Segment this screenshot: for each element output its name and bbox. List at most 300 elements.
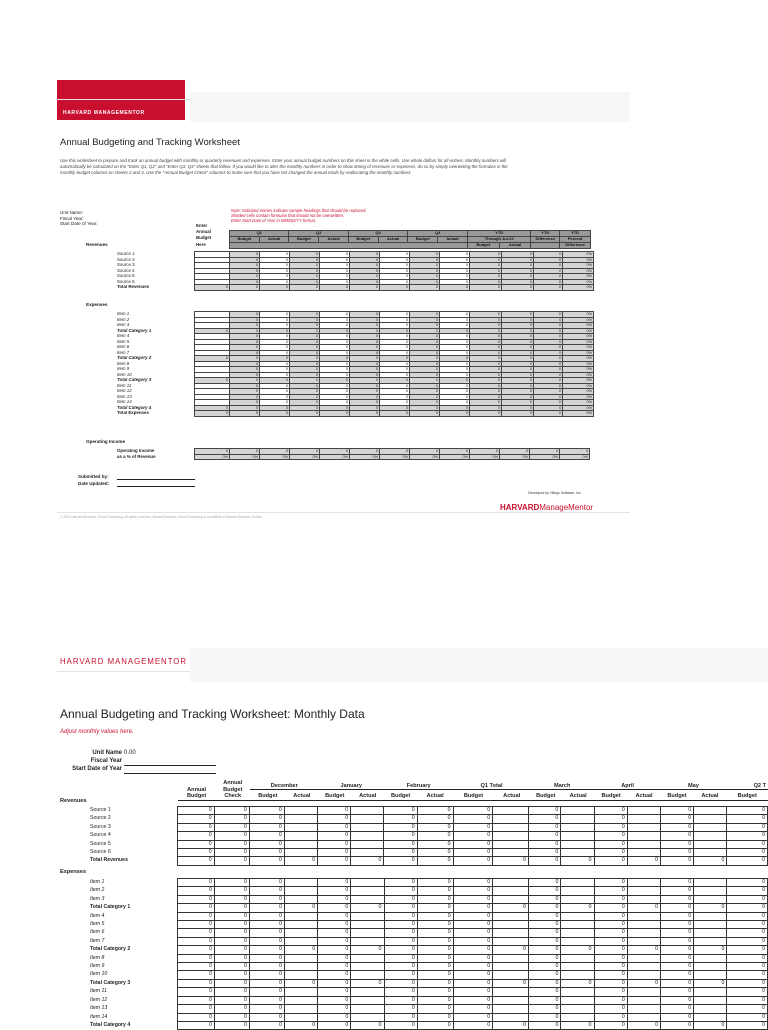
value-cell[interactable]: 0 <box>380 350 410 356</box>
value-cell[interactable] <box>694 815 727 823</box>
value-cell[interactable] <box>627 963 660 971</box>
value-cell[interactable]: 0 <box>260 274 290 280</box>
value-cell[interactable] <box>284 815 317 823</box>
value-cell[interactable]: 0 <box>440 394 470 400</box>
value-cell[interactable]: 0 <box>440 317 470 323</box>
value-cell[interactable] <box>351 937 384 945</box>
value-cell[interactable] <box>694 832 727 840</box>
value-cell[interactable] <box>493 832 529 840</box>
value-cell[interactable] <box>694 971 727 979</box>
value-cell[interactable]: 0 <box>320 257 350 263</box>
value-cell[interactable] <box>627 840 660 848</box>
value-cell[interactable]: 0 <box>380 389 410 395</box>
value-cell[interactable] <box>694 912 727 920</box>
value-cell[interactable]: 0 <box>440 372 470 378</box>
value-cell[interactable] <box>351 879 384 887</box>
value-cell: 0 <box>660 857 693 865</box>
value-cell[interactable]: 0 <box>380 367 410 373</box>
value-cell[interactable]: 0 <box>260 372 290 378</box>
value-cell: 0 <box>470 367 502 373</box>
value-cell: 0 <box>417 996 453 1004</box>
value-cell[interactable]: 0 <box>380 383 410 389</box>
value-cell: 0 <box>502 274 534 280</box>
value-cell[interactable] <box>627 996 660 1004</box>
value-cell[interactable]: 0 <box>380 268 410 274</box>
difference-header: Difference <box>531 237 560 243</box>
value-cell: 0 <box>660 996 693 1004</box>
value-cell[interactable] <box>694 929 727 937</box>
value-cell: 0 <box>177 807 214 815</box>
value-cell: 0 <box>260 285 290 291</box>
value-cell: 0 <box>384 988 417 996</box>
value-cell[interactable] <box>627 849 660 857</box>
value-cell[interactable]: 0 <box>260 317 290 323</box>
sheet2-expenses-label: Expenses <box>60 869 87 875</box>
value-cell[interactable] <box>284 937 317 945</box>
value-cell[interactable] <box>351 963 384 971</box>
value-cell[interactable] <box>561 996 594 1004</box>
value-cell[interactable] <box>351 1005 384 1013</box>
value-cell[interactable] <box>694 1005 727 1013</box>
value-cell[interactable]: 0 <box>380 394 410 400</box>
value-cell[interactable] <box>694 895 727 903</box>
value-cell[interactable] <box>694 954 727 962</box>
value-cell[interactable] <box>284 1005 317 1013</box>
value-cell: 0 <box>230 449 260 455</box>
value-cell: 0 <box>529 832 561 840</box>
row-label: Total Category 1 <box>90 904 131 911</box>
value-cell: 0 <box>453 849 493 857</box>
value-cell: 0 <box>529 887 561 895</box>
value-cell[interactable]: 0 <box>320 400 350 406</box>
value-cell[interactable]: 0 <box>380 257 410 263</box>
value-cell: 0 <box>214 963 249 971</box>
value-cell[interactable]: 0 <box>320 389 350 395</box>
value-cell[interactable]: 0 <box>380 361 410 367</box>
value-cell: 0 <box>230 274 260 280</box>
start-date-field[interactable] <box>124 773 216 774</box>
value-cell[interactable]: 0 <box>320 361 350 367</box>
value-cell[interactable] <box>493 963 529 971</box>
value-cell[interactable] <box>284 921 317 929</box>
fiscal-year-label: Fiscal Year: <box>60 215 84 221</box>
value-cell[interactable] <box>561 840 594 848</box>
row-label: Item 3 <box>90 895 105 902</box>
value-cell[interactable] <box>493 1013 529 1021</box>
value-cell: 0 <box>529 904 561 912</box>
value-cell: 0 <box>214 1021 249 1029</box>
value-cell[interactable] <box>627 887 660 895</box>
value-cell[interactable] <box>561 988 594 996</box>
value-cell[interactable]: 0 <box>320 394 350 400</box>
value-cell: 0 <box>627 857 660 865</box>
value-cell: 0 <box>502 252 534 258</box>
value-cell: 0 <box>534 367 563 373</box>
value-cell: 0 <box>230 285 260 291</box>
value-cell[interactable] <box>627 807 660 815</box>
budget-header: Budget <box>453 790 493 800</box>
value-cell[interactable] <box>694 823 727 831</box>
value-cell[interactable]: 0 <box>320 367 350 373</box>
value-cell[interactable]: 0 <box>440 389 470 395</box>
unit-name-value[interactable]: 0.00 <box>124 750 136 756</box>
value-cell[interactable] <box>627 832 660 840</box>
value-cell: 0 <box>529 996 561 1004</box>
value-cell[interactable] <box>627 921 660 929</box>
header-watermark-band <box>190 92 630 122</box>
value-cell[interactable]: 0 <box>260 312 290 318</box>
value-cell[interactable]: 0 <box>320 334 350 340</box>
value-cell[interactable] <box>627 929 660 937</box>
value-cell[interactable]: 0 <box>380 334 410 340</box>
value-cell[interactable]: 0 <box>440 350 470 356</box>
value-cell[interactable]: 0 <box>260 394 290 400</box>
value-cell[interactable]: 0 <box>260 339 290 345</box>
value-cell[interactable] <box>284 988 317 996</box>
value-cell: 0 <box>470 317 502 323</box>
value-cell: 0 <box>470 274 502 280</box>
value-cell[interactable]: 0 <box>380 317 410 323</box>
value-cell[interactable] <box>627 895 660 903</box>
value-cell[interactable] <box>493 895 529 903</box>
value-cell[interactable] <box>627 879 660 887</box>
value-cell[interactable]: 0 <box>440 274 470 280</box>
value-cell: 0 <box>502 356 534 362</box>
value-cell[interactable] <box>351 912 384 920</box>
value-cell[interactable] <box>493 815 529 823</box>
value-cell[interactable] <box>561 823 594 831</box>
table-row <box>88 807 768 815</box>
value-cell[interactable]: 0 <box>440 383 470 389</box>
value-cell[interactable] <box>561 887 594 895</box>
value-cell[interactable]: 0 <box>440 268 470 274</box>
value-cell: 0 <box>417 849 453 857</box>
value-cell: 0% <box>563 372 594 378</box>
value-cell[interactable]: 0 <box>320 317 350 323</box>
value-cell[interactable]: 0 <box>320 268 350 274</box>
value-cell[interactable]: 0 <box>380 400 410 406</box>
value-cell[interactable]: 0 <box>440 312 470 318</box>
value-cell[interactable] <box>284 887 317 895</box>
value-cell[interactable]: 0 <box>380 252 410 258</box>
value-cell[interactable] <box>694 849 727 857</box>
value-cell[interactable] <box>284 895 317 903</box>
value-cell: 0 <box>230 405 260 411</box>
value-cell: 0 <box>660 929 693 937</box>
value-cell[interactable] <box>694 921 727 929</box>
value-cell[interactable]: 0 <box>440 334 470 340</box>
value-cell[interactable] <box>694 887 727 895</box>
value-cell[interactable]: 0 <box>320 323 350 329</box>
value-cell[interactable]: 0 <box>260 257 290 263</box>
value-cell[interactable]: 0 <box>380 339 410 345</box>
row-label: Source 4 <box>90 832 111 839</box>
value-cell[interactable] <box>694 988 727 996</box>
value-cell[interactable] <box>561 937 594 945</box>
value-cell: 0 <box>594 954 627 962</box>
value-cell[interactable] <box>284 807 317 815</box>
value-cell[interactable]: 0 <box>320 339 350 345</box>
value-cell: 0 <box>694 1021 727 1029</box>
value-cell: 0 <box>290 383 320 389</box>
row-label: Item 7 <box>117 350 130 355</box>
table-row <box>88 996 768 1004</box>
value-cell: 0 <box>453 815 493 823</box>
value-cell[interactable] <box>284 1013 317 1021</box>
value-cell[interactable] <box>493 921 529 929</box>
value-cell: 0 <box>350 285 380 291</box>
value-cell: 0 <box>417 988 453 996</box>
value-cell[interactable]: 0 <box>260 350 290 356</box>
value-cell[interactable]: 0 <box>320 372 350 378</box>
value-cell: 0 <box>214 1005 249 1013</box>
value-cell[interactable] <box>351 832 384 840</box>
value-cell: 0 <box>350 389 380 395</box>
value-cell[interactable]: 0 <box>260 334 290 340</box>
value-cell[interactable] <box>493 849 529 857</box>
value-cell[interactable] <box>561 912 594 920</box>
value-cell: 0 <box>727 912 768 920</box>
value-cell[interactable]: 0 <box>440 257 470 263</box>
adjust-note: Adjust monthly values here. <box>60 729 134 735</box>
value-cell[interactable] <box>284 971 317 979</box>
value-cell[interactable] <box>561 1013 594 1021</box>
value-cell[interactable]: 0 <box>320 350 350 356</box>
value-cell[interactable] <box>351 887 384 895</box>
value-cell[interactable]: 0 <box>260 361 290 367</box>
value-cell[interactable] <box>351 996 384 1004</box>
value-cell[interactable] <box>561 963 594 971</box>
value-cell[interactable]: 0 <box>320 252 350 258</box>
value-cell: 0 <box>727 996 768 1004</box>
value-cell[interactable] <box>627 937 660 945</box>
budget-header: Budget <box>726 790 768 800</box>
value-cell: 0 <box>320 285 350 291</box>
value-cell: 0 <box>470 449 500 455</box>
value-cell[interactable]: 0 <box>320 312 350 318</box>
value-cell[interactable] <box>627 1005 660 1013</box>
value-cell[interactable]: 0 <box>380 274 410 280</box>
value-cell[interactable] <box>284 954 317 962</box>
value-cell[interactable] <box>493 988 529 996</box>
value-cell[interactable]: 0 <box>260 252 290 258</box>
value-cell: 0 <box>660 840 693 848</box>
value-cell[interactable] <box>561 1005 594 1013</box>
value-cell[interactable]: 0 <box>260 263 290 269</box>
value-cell: 0 <box>249 1005 284 1013</box>
value-cell[interactable]: 0 <box>380 279 410 285</box>
value-cell[interactable] <box>493 840 529 848</box>
value-cell[interactable]: 0 <box>260 367 290 373</box>
value-cell: 0 <box>660 1005 693 1013</box>
value-cell[interactable] <box>493 1005 529 1013</box>
value-cell[interactable] <box>493 823 529 831</box>
value-cell[interactable]: 0 <box>260 383 290 389</box>
value-cell[interactable] <box>493 887 529 895</box>
value-cell[interactable] <box>351 823 384 831</box>
value-cell[interactable] <box>694 879 727 887</box>
value-cell: 0 <box>529 849 561 857</box>
value-cell[interactable]: 0 <box>320 274 350 280</box>
value-cell[interactable] <box>284 996 317 1004</box>
value-cell[interactable] <box>351 929 384 937</box>
value-cell[interactable]: 0 <box>440 361 470 367</box>
value-cell[interactable] <box>493 929 529 937</box>
value-cell[interactable] <box>694 1013 727 1021</box>
value-cell[interactable] <box>561 895 594 903</box>
value-cell[interactable] <box>561 929 594 937</box>
value-cell[interactable]: 0 <box>320 279 350 285</box>
value-cell: 0 <box>384 849 417 857</box>
value-cell[interactable] <box>351 971 384 979</box>
value-cell[interactable]: 0 <box>260 323 290 329</box>
value-cell[interactable] <box>351 954 384 962</box>
value-cell[interactable] <box>561 954 594 962</box>
value-cell[interactable]: 0 <box>440 400 470 406</box>
value-cell[interactable] <box>284 912 317 920</box>
value-cell[interactable] <box>561 971 594 979</box>
value-cell: 0 <box>230 345 260 351</box>
value-cell: 0 <box>410 334 440 340</box>
value-cell[interactable] <box>493 912 529 920</box>
value-cell[interactable] <box>627 815 660 823</box>
value-cell: 0 <box>249 979 284 987</box>
value-cell[interactable] <box>351 1013 384 1021</box>
submitted-by-field[interactable] <box>117 479 195 480</box>
value-cell[interactable] <box>627 988 660 996</box>
value-cell[interactable]: 0 <box>440 252 470 258</box>
value-cell[interactable]: 0 <box>260 345 290 351</box>
value-cell[interactable] <box>561 921 594 929</box>
value-cell[interactable] <box>627 954 660 962</box>
table-row <box>88 1021 768 1029</box>
value-cell: 0 <box>440 285 470 291</box>
value-cell[interactable] <box>351 840 384 848</box>
value-cell[interactable] <box>351 988 384 996</box>
value-cell: 0 <box>660 963 693 971</box>
value-cell[interactable] <box>561 879 594 887</box>
value-cell: 0 <box>230 389 260 395</box>
value-cell[interactable]: 0 <box>380 263 410 269</box>
value-cell[interactable]: 0 <box>320 263 350 269</box>
header-word: Annual <box>223 780 243 786</box>
value-cell[interactable]: 0 <box>380 345 410 351</box>
value-cell: 0 <box>384 904 417 912</box>
value-cell[interactable] <box>493 807 529 815</box>
value-cell[interactable] <box>284 849 317 857</box>
value-cell: 0 <box>350 323 380 329</box>
value-cell[interactable] <box>627 912 660 920</box>
value-cell[interactable] <box>694 937 727 945</box>
value-cell: 0 <box>440 405 470 411</box>
value-cell[interactable] <box>351 807 384 815</box>
value-cell[interactable]: 0 <box>260 268 290 274</box>
value-cell[interactable] <box>694 996 727 1004</box>
value-cell[interactable] <box>694 807 727 815</box>
value-cell[interactable] <box>694 963 727 971</box>
value-cell[interactable]: 0 <box>380 312 410 318</box>
value-cell: 0 <box>230 372 260 378</box>
value-cell: 0 <box>178 979 215 987</box>
value-cell[interactable] <box>561 849 594 857</box>
value-cell[interactable]: 0 <box>260 400 290 406</box>
value-cell[interactable] <box>627 1013 660 1021</box>
value-cell[interactable]: 0 <box>440 367 470 373</box>
value-cell[interactable] <box>351 815 384 823</box>
value-cell: 0 <box>290 268 320 274</box>
value-cell: 0 <box>453 912 493 920</box>
value-cell: 0 <box>380 285 410 291</box>
value-cell[interactable] <box>284 823 317 831</box>
value-cell: 0 <box>290 372 320 378</box>
actual-header: Actual <box>628 790 661 800</box>
value-cell[interactable] <box>493 879 529 887</box>
value-cell[interactable]: 0 <box>380 323 410 329</box>
value-cell[interactable] <box>284 832 317 840</box>
month-header-march: March <box>530 780 595 790</box>
value-cell[interactable] <box>694 840 727 848</box>
start-date-label: Start Date of Year: <box>60 221 98 227</box>
value-cell: 0 <box>660 815 693 823</box>
value-cell[interactable] <box>627 823 660 831</box>
value-cell: 0 <box>351 857 384 865</box>
value-cell[interactable] <box>493 971 529 979</box>
value-cell[interactable] <box>284 840 317 848</box>
value-cell[interactable]: 0 <box>320 383 350 389</box>
value-cell: 0 <box>284 1021 317 1029</box>
value-cell[interactable] <box>561 815 594 823</box>
value-cell: 0 <box>384 971 417 979</box>
value-cell[interactable] <box>561 832 594 840</box>
value-cell[interactable] <box>284 879 317 887</box>
value-cell: 0 <box>500 449 530 455</box>
date-updated-field[interactable] <box>117 486 195 487</box>
value-cell[interactable] <box>627 971 660 979</box>
value-cell[interactable]: 0 <box>320 345 350 351</box>
value-cell: 0 <box>453 937 493 945</box>
value-cell: 0 <box>594 887 627 895</box>
value-cell: 0 <box>470 378 502 384</box>
value-cell[interactable] <box>284 929 317 937</box>
value-cell[interactable]: 0 <box>440 263 470 269</box>
value-cell[interactable]: 0 <box>440 345 470 351</box>
value-cell: 0 <box>594 996 627 1004</box>
value-cell: 0 <box>249 1021 284 1029</box>
value-cell[interactable] <box>493 937 529 945</box>
value-cell: 0 <box>410 367 440 373</box>
value-cell[interactable]: 0 <box>260 389 290 395</box>
value-cell[interactable] <box>351 921 384 929</box>
value-cell[interactable] <box>351 849 384 857</box>
value-cell: 0 <box>178 988 215 996</box>
value-cell: 0 <box>384 895 417 903</box>
value-cell[interactable] <box>351 895 384 903</box>
value-cell[interactable] <box>493 996 529 1004</box>
value-cell[interactable] <box>561 807 594 815</box>
q2-header: Q2 <box>289 231 348 237</box>
fiscal-year-field[interactable] <box>124 765 216 766</box>
value-cell[interactable]: 0 <box>380 372 410 378</box>
value-cell[interactable]: 0 <box>440 279 470 285</box>
value-cell[interactable]: 0 <box>260 279 290 285</box>
value-cell: 0 <box>502 328 534 334</box>
value-cell[interactable] <box>284 963 317 971</box>
value-cell: 0 <box>214 929 249 937</box>
value-cell[interactable]: 0 <box>440 339 470 345</box>
value-cell[interactable]: 0 <box>440 323 470 329</box>
table-row <box>88 879 768 887</box>
value-cell[interactable] <box>493 954 529 962</box>
